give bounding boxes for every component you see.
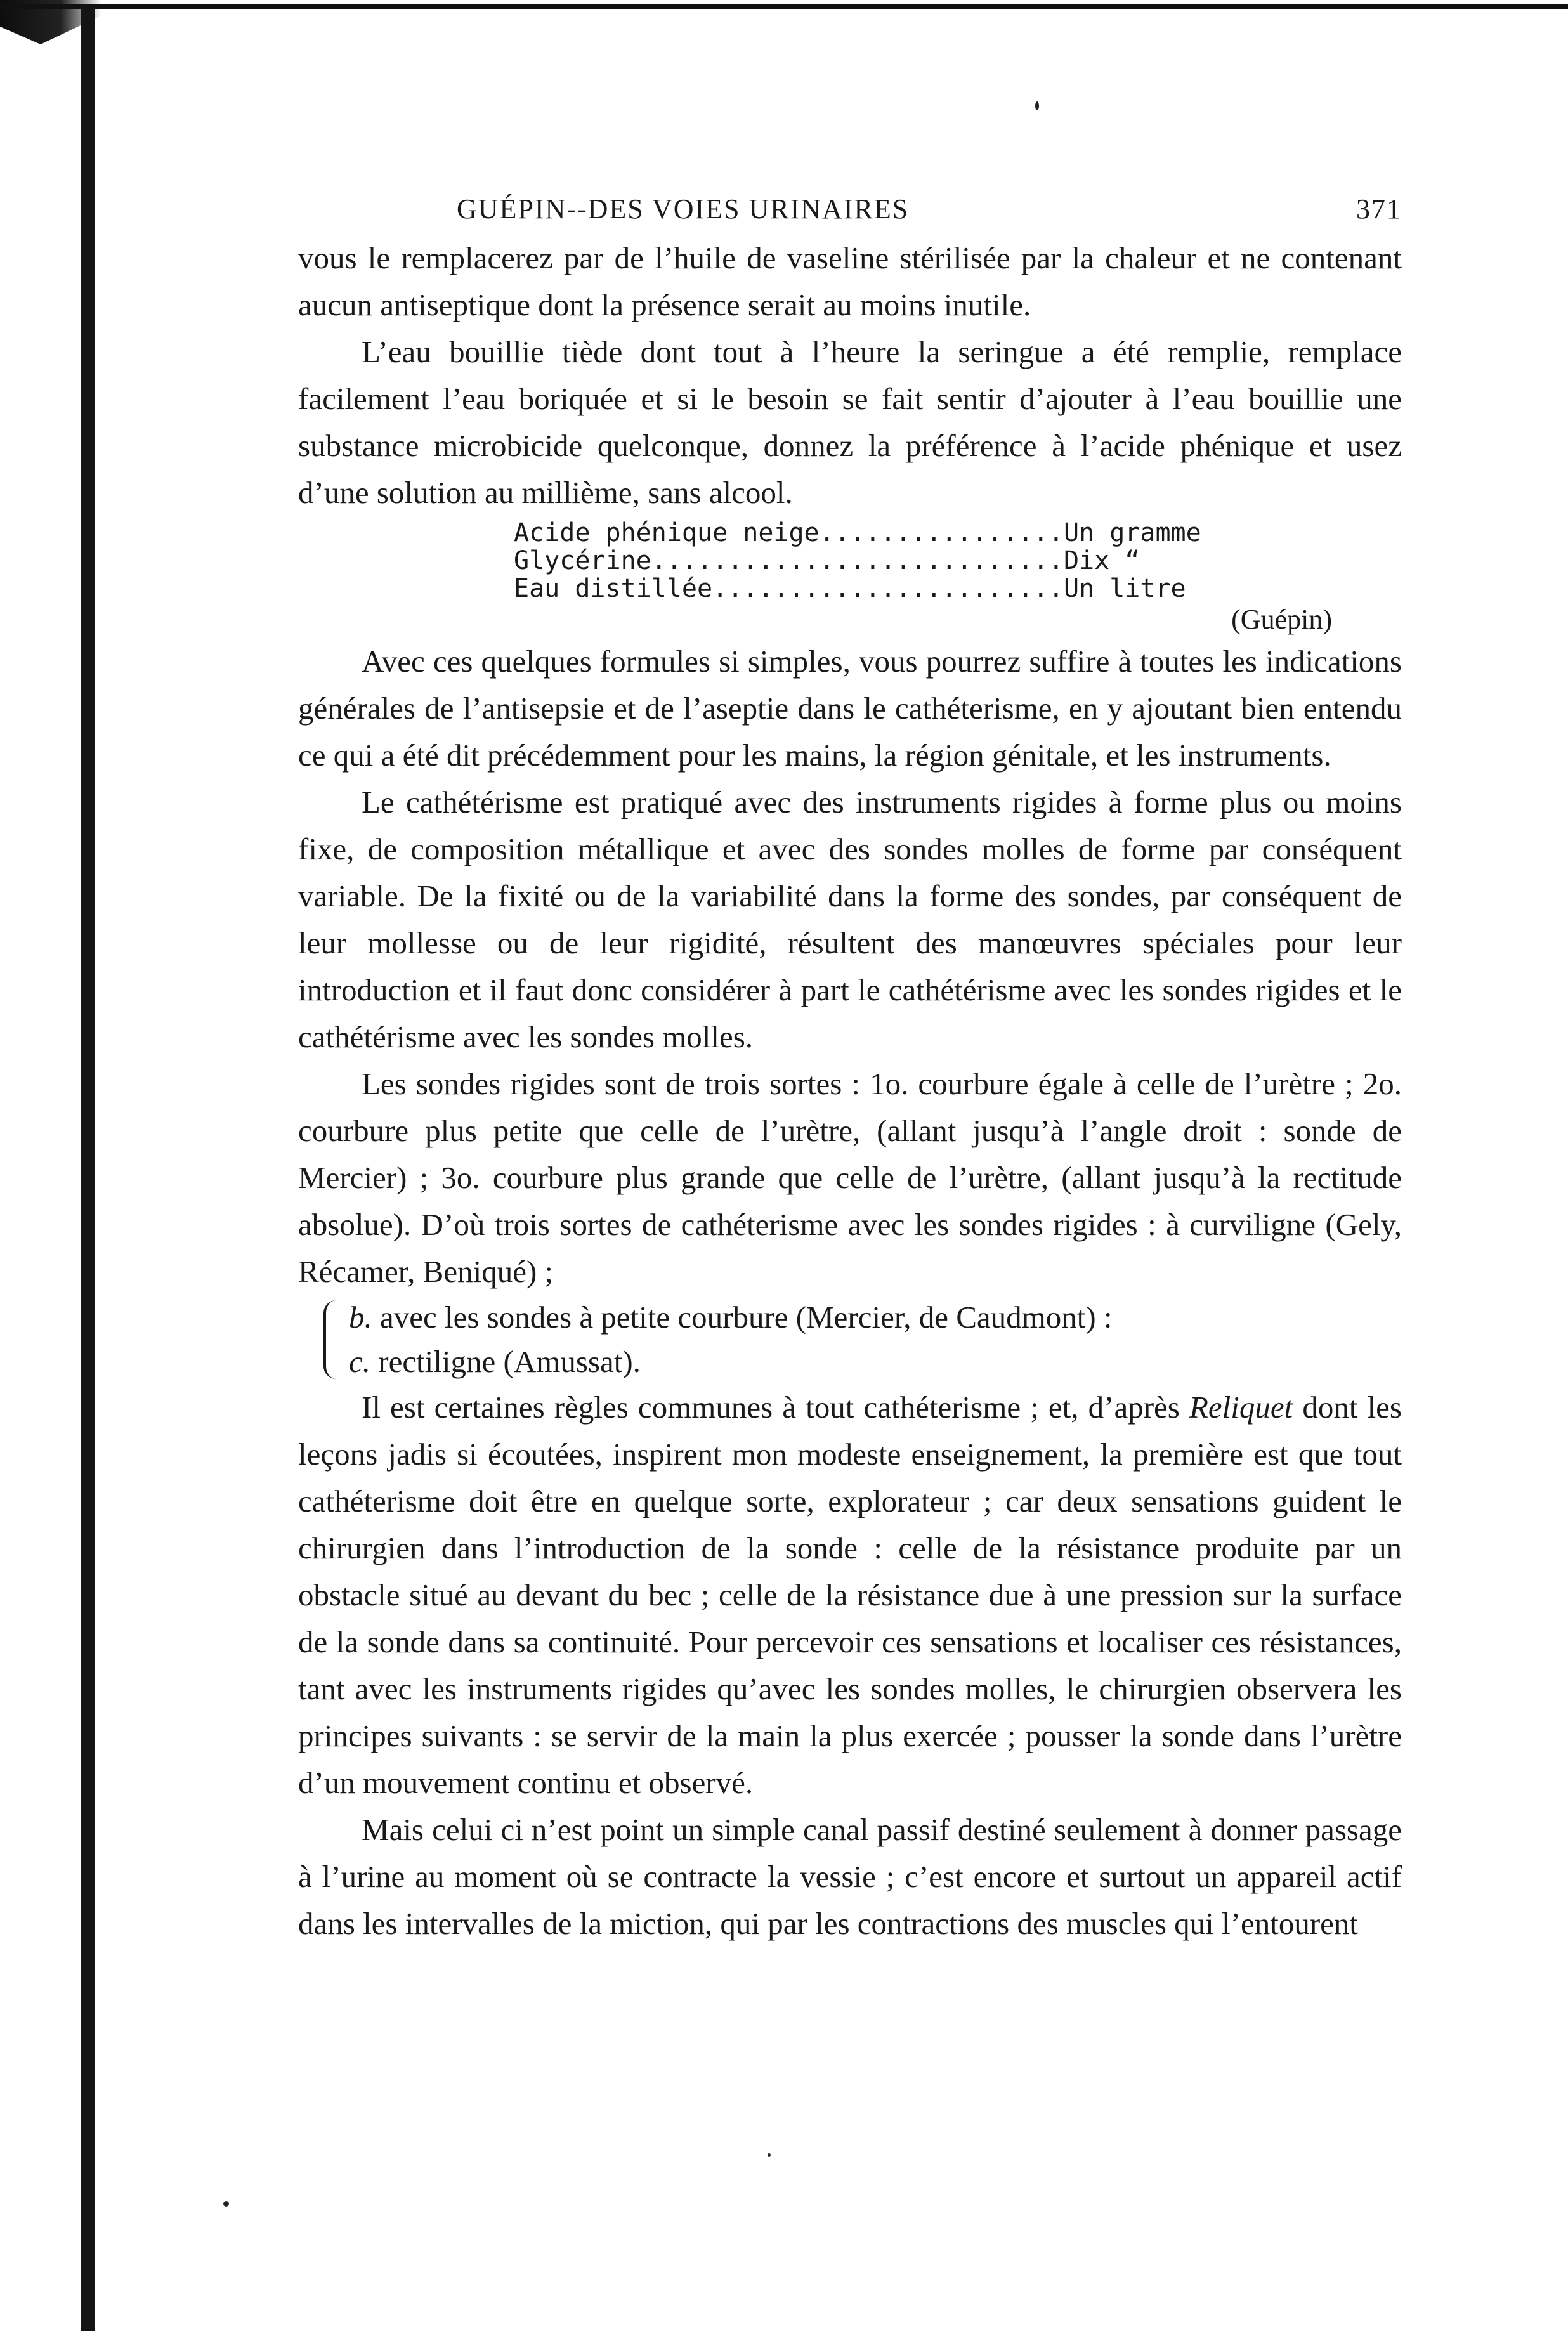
- author-reference: Reliquet: [1189, 1390, 1293, 1425]
- list-item: [349, 1340, 1402, 1384]
- formula-ingredient: Eau distillée: [514, 574, 713, 603]
- list-item: [349, 1295, 1402, 1340]
- list-item-letter: b.: [349, 1300, 372, 1335]
- scan-speck: [768, 2153, 771, 2157]
- formula-row: [514, 575, 1402, 603]
- curly-bracket: [323, 1300, 341, 1379]
- running-title: GUÉPIN--DES VOIES URINAIRES: [457, 193, 910, 225]
- paragraph-7: Mais celui ci n’est point un simple canal passif destiné seulement à donner passage à l’urine au moment où se contracte la vessie ; c’est encore et surtout un appareil actif dans les intervalles de la miction, qui par les contractions des muscles qui l’entourent: [298, 1812, 1402, 1941]
- formula-dot-leader: ...........................: [651, 546, 1064, 575]
- paragraph-3: Avec ces quelques formules si simples, vous pourrez suffire à toutes les indications générales de l’antisepsie et de l’aseptie dans le cathéterisme, en y ajoutant bien entendu ce qui a été dit précédemment pour les mains, la région génitale, et les instruments.: [298, 644, 1402, 773]
- list-item-text: avec les sondes à petite courbure (Mercier, de Caudmont) :: [380, 1300, 1113, 1335]
- page-number: 371: [1356, 193, 1402, 225]
- paragraph-6-rest: dont les leçons jadis si écoutées, inspirent mon modeste enseignement, la première est que tout cathéterisme doit être en quelque sorte, explorateur ; car deux sensations guident le chirurgien dans l’introduction de la sonde : celle de la résistance produite par un obstacle situé au devant du bec ; celle de la résistance due à une pression sur la surface de la sonde dans sa continuité. Pour percevoir ces sensations et localiser ces résistances, tant avec les instruments rigides qu’avec les sondes molles, le chirurgien observera les principes suivants : se servir de la main la plus exercée ; pousser la sonde dans l’urètre d’un mouvement continu et observé.: [298, 1390, 1402, 1800]
- formula: [514, 516, 1402, 638]
- formula-row: [514, 519, 1402, 547]
- list-item-letter: c.: [349, 1344, 370, 1379]
- book-page: [298, 184, 1402, 1947]
- scan-speck: [1035, 101, 1039, 110]
- scan-edge-left: [81, 9, 95, 2331]
- scan-edge-top: [0, 4, 1568, 9]
- paragraph-2: L’eau bouillie tiède dont tout à l’heure la seringue a été remplie, remplace facilement l’eau boriquée et si le besoin se fait sentir d’ajouter à l’eau bouillie une substance microbicide quelconque, donnez la préférence à l’acide phénique et usez d’une solution au millième, sans alcool.: [298, 334, 1402, 510]
- formula-amount: Dix “: [1063, 546, 1140, 575]
- formula-amount: Un gramme: [1063, 518, 1201, 547]
- formula-dot-leader: ................: [819, 518, 1064, 547]
- formula-row: [514, 547, 1402, 575]
- formula-ingredient: Glycérine: [514, 546, 651, 575]
- formula-author: (Guépin): [1231, 604, 1332, 635]
- paragraph-4: Le cathétérisme est pratiqué avec des instruments rigides à forme plus ou moins fixe, de composition métallique et avec des sondes molles de forme par conséquent variable. De la fixité ou de la variabilité dans la forme des sondes, par conséquent de leur mollesse ou de leur rigidité, résultent des manœuvres spéciales pour leur introduction et il faut donc considérer à part le cathétérisme avec les sondes rigides et le cathétérisme avec les sondes molles.: [298, 785, 1402, 1054]
- formula-amount: Un litre: [1063, 574, 1186, 603]
- paragraph-5: Les sondes rigides sont de trois sortes : 1o. courbure égale à celle de l’urètre ; 2o. courbure plus petite que celle de l’urètre, (allant jusqu’à l’angle droit : sonde de Mercier) ; 3o. courbure plus grande que celle de l’urètre, (allant jusqu’à la rectitude absolue). D’où trois sortes de cathéterisme avec les sondes rigides : à curviligne (Gely, Récamer, Beniqué) ;: [298, 1066, 1402, 1289]
- scan-speck: [223, 2201, 229, 2207]
- body-text: [298, 235, 1402, 1947]
- paragraph-6: [298, 1384, 1402, 1806]
- running-head: [298, 184, 1402, 235]
- formula-dot-leader: .......................: [712, 574, 1064, 603]
- list-item-text: rectiligne (Amussat).: [378, 1344, 641, 1379]
- bracket-list: [323, 1295, 1402, 1384]
- paragraph-6-start: Il est certaines règles communes à tout cathéterisme ; et, d’après: [362, 1390, 1180, 1425]
- formula-ingredient: Acide phénique neige: [514, 518, 820, 547]
- paragraph-1: vous le remplacerez par de l’huile de vaseline stérilisée par la chaleur et ne contenant aucun antiseptique dont la présence serait au moins inutile.: [298, 240, 1402, 322]
